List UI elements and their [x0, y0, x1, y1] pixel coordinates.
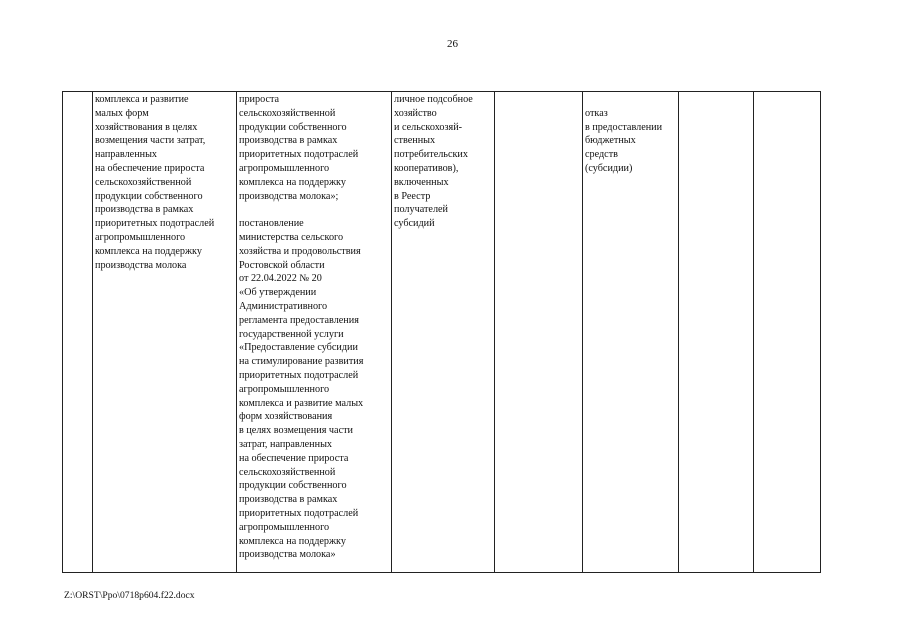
cell-recipients: личное подсобное хозяйство и сельскохозяй- ственных потребительских кооперативов), включенных в Реестр получателей субсидий [392, 92, 495, 573]
cell-empty-5 [495, 92, 583, 573]
cell-number [63, 92, 93, 573]
page-number: 26 [447, 38, 458, 50]
cell-refusal-result: отказ в предоставлении бюджетных средств (субсидии) [583, 92, 679, 573]
cell-legal-basis: прироста сельскохозяйственной продукции собственного производства в рамках приоритетных подотраслей агропромышленного комплекса на поддержку производства молока»; постановление министерства сельского хозяйства и продовольствия Ростовской области от 22.04.2022 № 20 «Об утверждении Административного регламента предоставления государственной услуги «Предоставление субсидии на стимулирование развития приоритетных подотраслей агропромышленного комплекса и развитие малых форм хозяйствования в целях возмещения части затрат, направленных на обеспечение прироста сельскохозяйственной продукции собственного производства в рамках приоритетных подотраслей агропромышленного комплекса на поддержку производства молока» [237, 92, 392, 573]
footer-file-path: Z:\ORST\Ppo\0718p604.f22.docx [64, 590, 195, 601]
cell-empty-7 [679, 92, 754, 573]
document-table [62, 91, 821, 573]
cell-empty-8 [754, 92, 821, 573]
cell-subsidy-name: комплекса и развитие малых форм хозяйствования в целях возмещения части затрат, направленных на обеспечение прироста сельскохозяйственной продукции собственного производства в рамках приоритетных подотраслей агропромышленного комплекса на поддержку производства молока [93, 92, 237, 573]
table-row [63, 92, 821, 573]
